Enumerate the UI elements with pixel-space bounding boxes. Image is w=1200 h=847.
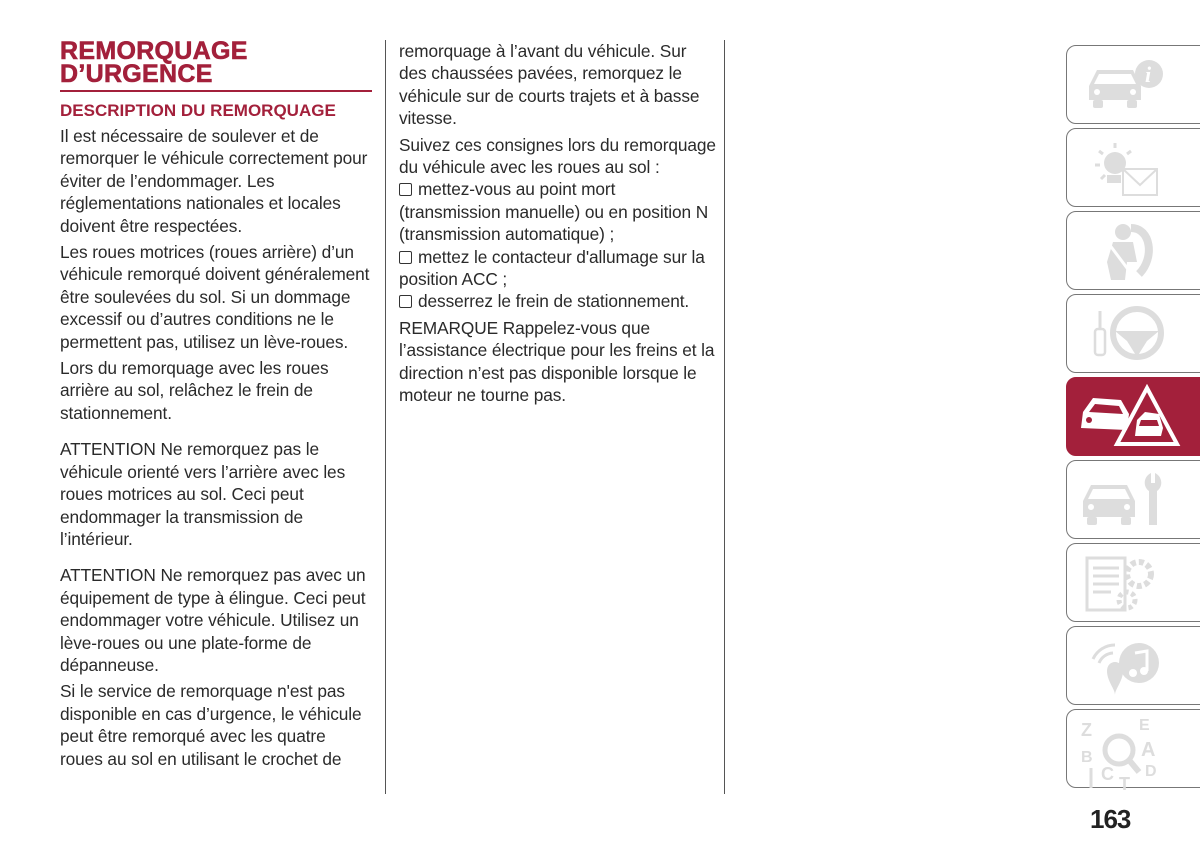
tab-starting-driving[interactable]	[1066, 294, 1200, 373]
note-paragraph: REMARQUE Rappelez-vous que l’assistance électrique pour les freins et la direction n’est pas disponible lorsque le moteur ne tourne pas.	[399, 317, 715, 406]
middle-column	[399, 40, 717, 411]
index-letter: C	[1101, 764, 1114, 784]
paragraph: Suivez ces consignes lors du remorquage du véhicule avec les roues au sol :	[399, 134, 716, 178]
car-info-icon	[1077, 52, 1187, 118]
section-title-line2: D’URGENCE	[60, 60, 213, 88]
index-letter: D	[1145, 763, 1157, 780]
tab-technical-data[interactable]	[1066, 543, 1200, 622]
tab-maintenance[interactable]	[1066, 460, 1200, 539]
list-item-text: mettez-vous au point mort (transmission manuelle) ou en position N (transmission automatique) ;	[399, 179, 709, 245]
tab-emergency[interactable]	[1066, 377, 1200, 456]
page-number: 163	[1090, 804, 1131, 834]
car-maintenance-icon	[1077, 467, 1187, 533]
index-letter: Z	[1081, 720, 1092, 740]
index-icon	[1077, 716, 1187, 792]
section-title	[60, 37, 372, 92]
paragraph: remorquage à l’avant du véhicule. Sur des chaussées pavées, remorquez le véhicule sur de courts trajets et à basse vitesse.	[399, 41, 700, 129]
list-item-text: desserrez le frein de stationnement.	[418, 291, 690, 312]
paragraph: Les roues motrices (roues arrière) d’un véhicule remorqué doivent généralement être soulevées du sol. Si un dommage excessif ou d’autres conditions ne le permettent pas, utilisez un lève-roues.	[60, 242, 370, 352]
tab-warning-lights[interactable]	[1066, 128, 1200, 207]
section-title-line1: REMORQUAGE	[60, 37, 248, 65]
index-letter: B	[1081, 749, 1093, 766]
index-letter: A	[1141, 739, 1156, 761]
index-letter: E	[1139, 717, 1150, 734]
tab-index[interactable]	[1066, 709, 1200, 792]
checkbox-bullet-icon	[399, 295, 412, 308]
section-subtitle: DESCRIPTION DU REMORQUAGE	[60, 101, 336, 120]
paragraph: Lors du remorquage avec les roues arrière au sol, relâchez le frein de stationnement.	[60, 358, 329, 423]
list-item	[399, 178, 717, 245]
car-emergency-icon	[1077, 384, 1187, 450]
checkbox-bullet-icon	[399, 183, 412, 196]
warning-paragraph: ATTENTION Ne remorquez pas avec un équipement de type à élingue. Ceci peut endommager votre véhicule. Utilisez un lève-roues ou une plate-forme de dépanneuse.	[60, 565, 366, 675]
paragraph: Il est nécessaire de soulever et de remorquer le véhicule correctement pour éviter de l’endommager. Les réglementations nationales et locales doivent être respectées.	[60, 126, 368, 236]
warning-paragraph: ATTENTION Ne remorquez pas le véhicule orienté vers l’arrière avec les roues motrices au sol. Ceci peut endommager la transmission de l’intérieur.	[60, 439, 346, 549]
warning-lights-messages-icon	[1077, 135, 1187, 201]
tab-car-info[interactable]	[1066, 45, 1200, 124]
column-divider	[385, 40, 386, 794]
tab-safety[interactable]	[1066, 211, 1200, 290]
index-letter: T	[1119, 774, 1130, 792]
multimedia-icon	[1077, 633, 1187, 699]
key-steering-wheel-icon	[1077, 301, 1187, 367]
svg-text:i: i	[1145, 62, 1152, 87]
safety-airbag-icon	[1077, 218, 1187, 284]
list-item	[399, 246, 717, 291]
list-item	[399, 290, 717, 312]
tab-multimedia[interactable]	[1066, 626, 1200, 705]
column-divider	[724, 40, 725, 794]
list-item-text: mettez le contacteur d'allumage sur la position ACC ;	[399, 246, 705, 290]
left-column	[60, 37, 372, 774]
checkbox-bullet-icon	[399, 251, 412, 264]
technical-data-icon	[1077, 550, 1187, 616]
paragraph: Si le service de remorquage n'est pas disponible en cas d’urgence, le véhicule peut être remorqué avec les quatre roues au sol en utilisant le crochet de	[60, 681, 362, 769]
